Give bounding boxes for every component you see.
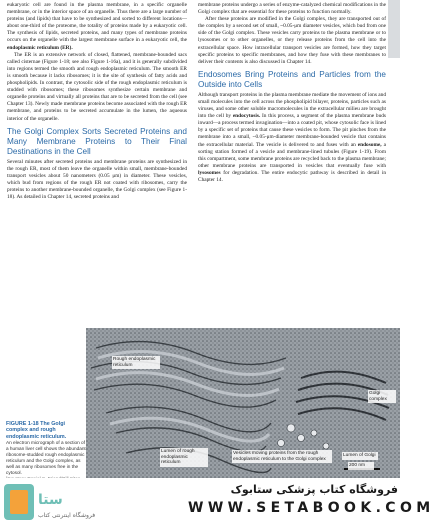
right-text-column bbox=[198, 2, 386, 184]
page-edge-tab bbox=[388, 0, 400, 58]
label-lumen-er: Lumen of rough endoplasmic reticulum bbox=[160, 448, 208, 467]
label-golgi: Golgi complex bbox=[368, 390, 396, 403]
left-text-column bbox=[7, 2, 187, 201]
svg-text:فروشگاه اینترنتی کتاب: فروشگاه اینترنتی کتاب bbox=[38, 512, 96, 519]
label-scale: 200 nm bbox=[348, 462, 374, 470]
label-rough-er: Rough endoplasmic reticulum bbox=[112, 356, 160, 369]
footer-url[interactable]: WWW.SETABOOK.COM bbox=[188, 500, 435, 516]
caption-body: An electron micrograph of a section of a human liver cell shows the abundant ribosome-studded rough endoplasmic reticulum and the Golgi complex, as well as many ribosomes free in the cytosol. bbox=[6, 440, 86, 476]
setabook-logo-icon bbox=[4, 482, 96, 522]
label-lumen-golgi: Lumen of Golgi bbox=[342, 452, 378, 460]
paragraph: Several minutes after secreted proteins and membrane proteins are synthesized in the rough ER, most of them leave the organelle within small, membrane-bounded transport vesicles about 50 nanometers (0.05 μm) in diameter. These vesicles, which bud from regions of the rough ER not coated with ribosomes, carry the proteins to another membrane-bounded organelle, the Golgi complex (see Figure 1-18). As detailed in Chapter 14, secreted proteins and bbox=[7, 158, 187, 201]
paragraph: The ER is an extensive network of closed, flattened, membrane-bounded sacs called cisternae (Figure 1-18; see also Figure 1-16a), and it is generally subdivided into regions termed the smooth and rough endoplasmic reticulum. The smooth ER is smooth because it lacks ribosomes; it is the site of synthesis of fatty acids and phospholipids. In contrast, the cytosolic side of the rough endoplasmic reticulum is studded with ribosomes; these ribosomes synthesize certain membrane and organelle proteins and virtually all proteins that are to be secreted from the cell (see Chapter 13). Newly made membrane proteins become associated with the rough ER membrane, and proteins to be secreted accumulate in the lumen, the aqueous interior of the organelle. bbox=[7, 51, 187, 122]
paragraph: After these proteins are modified in the Golgi complex, they are transported out of the complex by a second set of small, ~0.05-μm diameter vesicles, which bud from one side of the Golgi complex. These vesicles carry proteins to the plasma membrane or to lysosomes or to other organelles, or they release proteins from the cell into the extracellular space. How intracellular transport vesicles are formed, how they target specific proteins to specific membranes, and how they fuse with these membranes to deliver their contents is also discussed in Chapter 14. bbox=[198, 16, 386, 65]
svg-text:ستا: ستا bbox=[38, 492, 63, 508]
paragraph: Although transport proteins in the plasma membrane mediate the movement of ions and small molecules into the cell across the phospholipid bilayer, proteins, particles such as viruses, and some other soluble macromolecules in the extracellular milieu are brought into the cell by endocytosis. In this process, a segment of the plasma membrane buds inward—a process termed invagination—into a coated pit, whose cytosolic face is lined by a specific set of proteins that cause these vesicles to form. The pit pinches from the membrane into a small, ~0.05-μm-diameter membrane-bounded vesicle that contains the extracellular material. The vesicle is delivered to and fuses with an endosome, a sorting station formed of a vesicle and membrane-lined tubules (Figure 1-19). From this compartment, some membrane proteins are recycled back to the plasma membrane; other membrane proteins are transported in vesicles that eventually fuse with lysosomes for degradation. The entire endocytic pathway is described in detail in Chapter 14. bbox=[198, 91, 387, 183]
paragraph: membrane proteins undergo a series of enzyme-catalyzed chemical modifications in the Golgi complex that are essential for these proteins to function normally. bbox=[198, 2, 386, 16]
footer-persian-title: فروشگاه کتاب پزشکی ستابوک bbox=[230, 483, 398, 496]
section-heading-endosomes: Endosomes Bring Proteins and Particles from the Outside into Cells bbox=[198, 69, 386, 89]
caption-title: FIGURE 1-18 The Golgi complex and rough endoplasmic reticulum. bbox=[6, 421, 67, 440]
paragraph: eukaryotic cell are found in the plasma membrane, in a specific organelle membrane, or in the interior space of an organelle. Thus there are a large number of proteins (and lipids) that have to be synthesized and sorted to different locations—about one-third of the proteome, the totality of proteins made by a eukaryotic cell. The synthesis of lipids, secreted proteins, and many types of membrane proteins occurs on the organelle with the largest membrane surface in a eukaryotic cell, the endoplasmic reticulum (ER). bbox=[7, 2, 187, 51]
label-vesicles: Vesicles moving proteins from the rough endoplasmic reticulum to the Golgi complex bbox=[232, 450, 332, 463]
section-heading-golgi: The Golgi Complex Sorts Secreted Proteins and Many Membrane Proteins to Their Final Destinations in the Cell bbox=[7, 126, 187, 156]
